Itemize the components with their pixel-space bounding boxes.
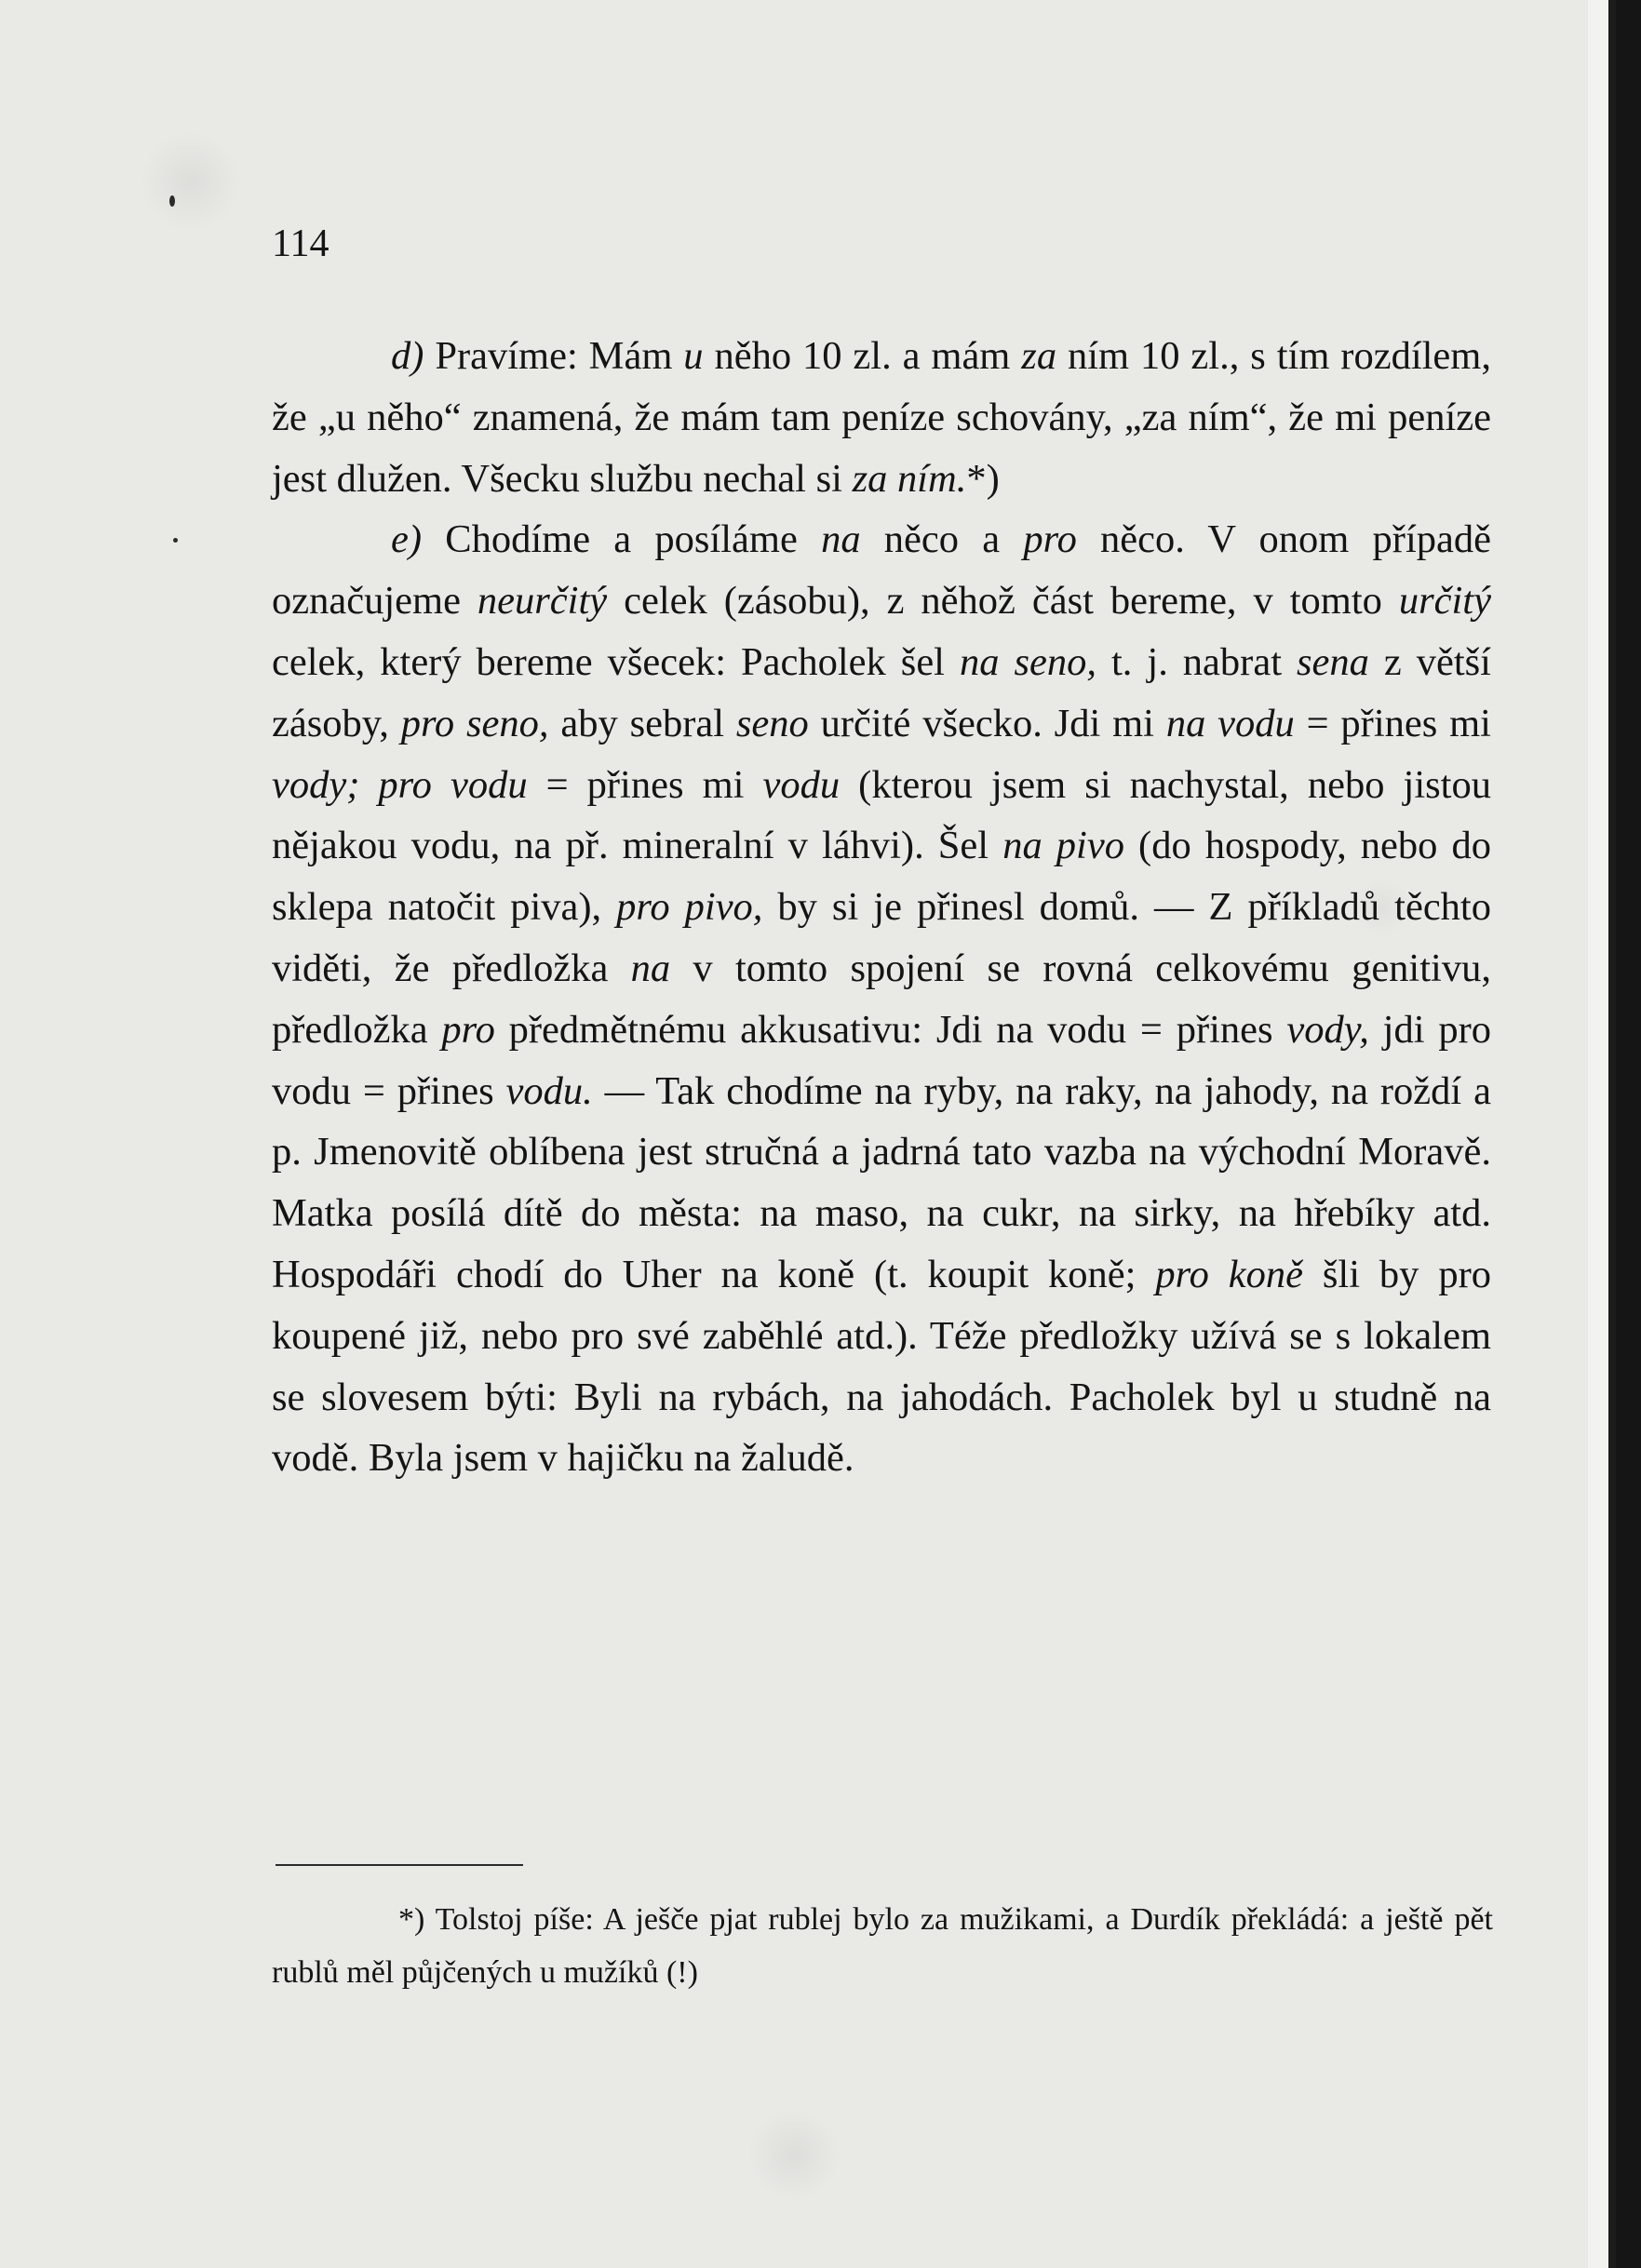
footnote: *) Tolstoj píše: A ješče pjat rublej bylo za mužikami, a Durdík překládá: a ještě pět rublů měl půjčených u mužíků (!) [272,1902,1493,1990]
text-segment: něho 10 zl. a mám [703,334,1022,378]
italic-text-segment: vodu [762,762,841,807]
paragraph-e [272,509,1491,1489]
text-segment: celek (zásobu), z něhož část bereme, v tomto [607,579,1399,624]
text-segment: *) [966,456,1000,501]
page-edge [1588,0,1608,2268]
italic-text-segment: pro [441,1007,495,1052]
italic-text-segment: za ním. [852,456,967,501]
italic-text-segment: na seno, [959,639,1096,684]
text-segment: z větší zásoby, [272,639,1491,745]
italic-text-segment: pro [1023,517,1077,562]
text-segment: Pravíme: Mám [424,334,684,378]
text-segment: něco a [860,517,1024,562]
italic-text-segment: vodu. [505,1068,593,1113]
italic-text-segment: za [1021,334,1057,378]
main-text [272,326,1491,1489]
page-number: 114 [272,222,330,265]
text-segment: předmětnému akkusativu: Jdi na vodu = přines [494,1007,1287,1052]
footnote-separator [276,1864,523,1866]
text-segment: ním 10 zl., s tím rozdílem, že „u něho“ znamená, že mám tam peníze schovány, „za ním“, že mi peníze jest dlužen. Všecku službu nechal si [272,334,1491,501]
ink-speck [173,538,178,543]
italic-text-segment: vody, [1286,1007,1369,1052]
italic-text-segment: pro pivo, [616,885,763,930]
text-segment: — Tak chodíme na ryby, na raky, na jahody, na roždí a p. Jmenovitě oblíbena jest stručná a jadrná tato vazba na východní Moravě. Matka posílá dítě do města: na maso, na cukr, na sirky, na hřebíky atd. Hospodáři chodí do Uher na koně (t. koupit koně; [272,1068,1491,1296]
italic-text-segment: neurčitý [477,579,608,624]
text-segment: určité všecko. Jdi mi [808,701,1166,745]
text-segment: = přines mi [1294,701,1491,745]
italic-text-segment: pro seno, [400,701,549,745]
text-segment: t. j. nabrat [1096,639,1297,684]
italic-text-segment: na vodu [1165,701,1295,745]
paragraph-d [272,326,1491,509]
text-segment: celek, který bereme všecek: Pacholek šel [272,639,960,684]
italic-text-segment: u [683,334,704,378]
italic-text-segment: sena [1296,639,1369,684]
page-border-line [1608,0,1616,2268]
italic-text-segment: vody; pro vodu [272,762,528,807]
text-segment: (kterou jsem si nachystal, nebo jistou nějakou vodu, na př. mineralní v láhvi). Šel [272,762,1491,868]
italic-text-segment: e) [391,517,423,562]
ink-speck [169,195,175,207]
text-segment: v tomto spojení se rovná celkovému genitivu, předložka [272,946,1491,1052]
italic-text-segment: na [821,517,861,562]
italic-text-segment: určitý [1398,579,1491,624]
italic-text-segment: na pivo [1002,824,1124,868]
italic-text-segment: pro koně [1155,1252,1303,1296]
text-segment: = přines mi [527,762,763,807]
italic-text-segment: d) [391,334,424,378]
text-segment: aby sebral [548,701,736,745]
text-segment: jdi pro vodu = přines [272,1007,1491,1113]
text-segment: něco. V onom případě označujeme [272,517,1491,624]
text-segment: Chodíme a posíláme [422,517,822,562]
text-segment: šli by pro koupené již, nebo pro své zaběhlé atd.). Téže předložky užívá se s lokalem se slovesem býti: Byli na rybách, na jahodách. Pacholek byl u studně na vodě. Byla jsem v hajičku na žaludě. [272,1252,1491,1481]
italic-text-segment: na [630,946,671,990]
text-segment: by si je přinesl domů. — Z příkladů těchto viděti, že předložka [272,885,1491,990]
italic-text-segment: seno [735,701,809,745]
text-segment: (do hospody, nebo do sklepa natočit piva), [272,824,1492,930]
